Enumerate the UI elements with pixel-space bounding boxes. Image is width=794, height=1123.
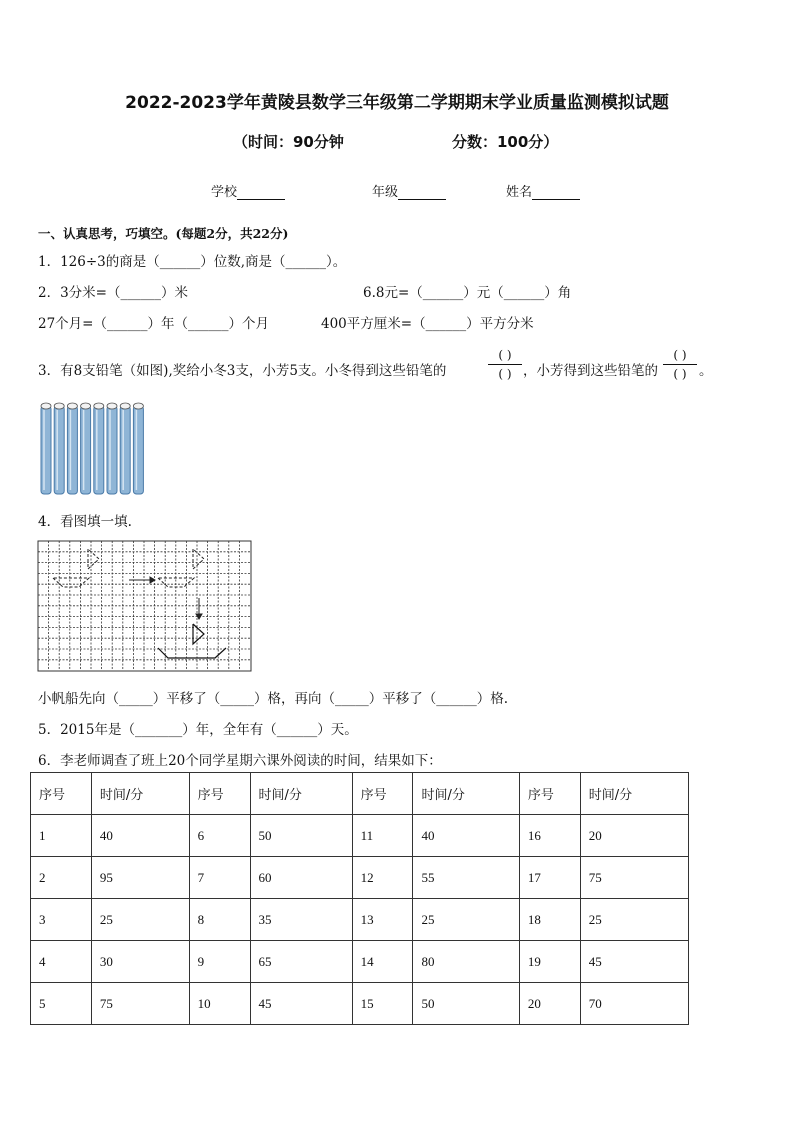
fraction-bar xyxy=(663,364,697,365)
table-header-cell: 时间/分 xyxy=(413,773,519,815)
table-cell: 1 xyxy=(31,815,92,857)
table-header-row xyxy=(31,773,689,815)
table-cell: 55 xyxy=(413,857,519,899)
table-cell: 40 xyxy=(413,815,519,857)
table-cell: 25 xyxy=(91,899,189,941)
table-cell: 19 xyxy=(519,941,580,983)
table-row xyxy=(31,815,689,857)
table-cell: 4 xyxy=(31,941,92,983)
fraction-2-numerator: ( ) xyxy=(673,348,687,362)
table-cell: 45 xyxy=(250,983,352,1025)
table-header-cell: 序号 xyxy=(189,773,250,815)
table-cell: 25 xyxy=(413,899,519,941)
question-4-fill: 小帆船先向（_____）平移了（_____）格，再向（_____）平移了（______）格. xyxy=(38,691,509,707)
grade-field xyxy=(372,181,446,200)
question-5: 5．2015年是（_______）年，全年有（______）天。 xyxy=(38,722,358,738)
table-cell: 11 xyxy=(352,815,413,857)
table-cell: 10 xyxy=(189,983,250,1025)
table-cell: 5 xyxy=(31,983,92,1025)
table-cell: 12 xyxy=(352,857,413,899)
name-field xyxy=(506,181,580,200)
fraction-blank-1[interactable] xyxy=(486,347,524,382)
table-cell: 25 xyxy=(580,899,688,941)
reading-time-table xyxy=(30,772,689,1025)
grade-label: 年级 xyxy=(372,185,399,200)
name-label: 姓名 xyxy=(506,185,533,200)
table-cell: 45 xyxy=(580,941,688,983)
table-header-cell: 序号 xyxy=(352,773,413,815)
table-cell: 17 xyxy=(519,857,580,899)
table-cell: 60 xyxy=(250,857,352,899)
fraction-1-denominator: ( ) xyxy=(498,367,512,381)
pencil xyxy=(54,403,64,494)
school-field xyxy=(211,181,285,200)
table-cell: 18 xyxy=(519,899,580,941)
question-2a: 2．3分米=（______）米 xyxy=(38,285,188,301)
table-cell: 9 xyxy=(189,941,250,983)
table-cell: 6 xyxy=(189,815,250,857)
move-right-arrow xyxy=(129,577,155,583)
table-row xyxy=(31,899,689,941)
school-label: 学校 xyxy=(211,185,238,200)
table-cell: 16 xyxy=(519,815,580,857)
pencil xyxy=(107,403,117,494)
table-header-cell: 时间/分 xyxy=(250,773,352,815)
table-cell: 75 xyxy=(580,857,688,899)
question-2d: 400平方厘米=（______）平方分米 xyxy=(321,316,534,332)
pencil xyxy=(67,403,77,494)
pencil xyxy=(120,403,130,494)
question-3: 3．有8支铅笔（如图),奖给小冬3支，小芳5支。小冬得到这些铅笔的 xyxy=(38,363,447,379)
pencil xyxy=(94,403,104,494)
fraction-blank-2[interactable] xyxy=(661,347,699,382)
table-cell: 15 xyxy=(352,983,413,1025)
table-cell: 70 xyxy=(580,983,688,1025)
table-row xyxy=(31,941,689,983)
table-cell: 80 xyxy=(413,941,519,983)
table-cell: 40 xyxy=(91,815,189,857)
fraction-2-denominator: ( ) xyxy=(673,367,687,381)
table-row xyxy=(31,857,689,899)
question-3-mid: ，小芳得到这些铅笔的 xyxy=(523,363,658,379)
sailboat-original xyxy=(53,549,99,587)
table-cell: 2 xyxy=(31,857,92,899)
table-cell: 7 xyxy=(189,857,250,899)
table-cell: 50 xyxy=(250,815,352,857)
pencil xyxy=(41,403,51,494)
exam-score: 分数：100分） xyxy=(452,133,559,151)
table-cell: 30 xyxy=(91,941,189,983)
fraction-bar xyxy=(488,364,522,365)
table-cell: 95 xyxy=(91,857,189,899)
name-blank[interactable] xyxy=(532,186,580,200)
table-cell: 65 xyxy=(250,941,352,983)
pencil xyxy=(81,403,91,494)
table-header-cell: 时间/分 xyxy=(580,773,688,815)
page-title: 2022-2023学年黄陵县数学三年级第二学期期末学业质量监测模拟试题 xyxy=(125,93,669,113)
question-6: 6．李老师调查了班上20个同学星期六课外阅读的时间，结果如下： xyxy=(38,753,442,769)
table-header-cell: 序号 xyxy=(519,773,580,815)
sailboat-moved-down xyxy=(158,624,226,658)
table-cell: 20 xyxy=(580,815,688,857)
table-header-cell: 序号 xyxy=(31,773,92,815)
grade-blank[interactable] xyxy=(398,186,446,200)
table-cell: 8 xyxy=(189,899,250,941)
question-3-end: 。 xyxy=(699,363,713,379)
table-cell: 14 xyxy=(352,941,413,983)
table-cell: 13 xyxy=(352,899,413,941)
exam-time: （时间：90分钟 xyxy=(233,133,344,151)
question-1: 1．126÷3的商是（______）位数,商是（______）。 xyxy=(38,254,347,270)
table-cell: 35 xyxy=(250,899,352,941)
pencils-figure xyxy=(37,398,149,498)
fraction-1-numerator: ( ) xyxy=(498,348,512,362)
table-cell: 75 xyxy=(91,983,189,1025)
table-cell: 50 xyxy=(413,983,519,1025)
question-2b: 6.8元=（______）元（______）角 xyxy=(363,285,572,301)
section-1-heading: 一、认真思考，巧填空。(每题2分，共22分) xyxy=(38,226,289,241)
grid-figure xyxy=(37,540,252,672)
school-blank[interactable] xyxy=(237,186,285,200)
table-cell: 20 xyxy=(519,983,580,1025)
table-header-cell: 时间/分 xyxy=(91,773,189,815)
question-4: 4．看图填一填. xyxy=(38,514,132,530)
pencil xyxy=(133,403,143,494)
table-cell: 3 xyxy=(31,899,92,941)
question-2c: 27个月=（______）年（______）个月 xyxy=(38,316,269,332)
table-row xyxy=(31,983,689,1025)
